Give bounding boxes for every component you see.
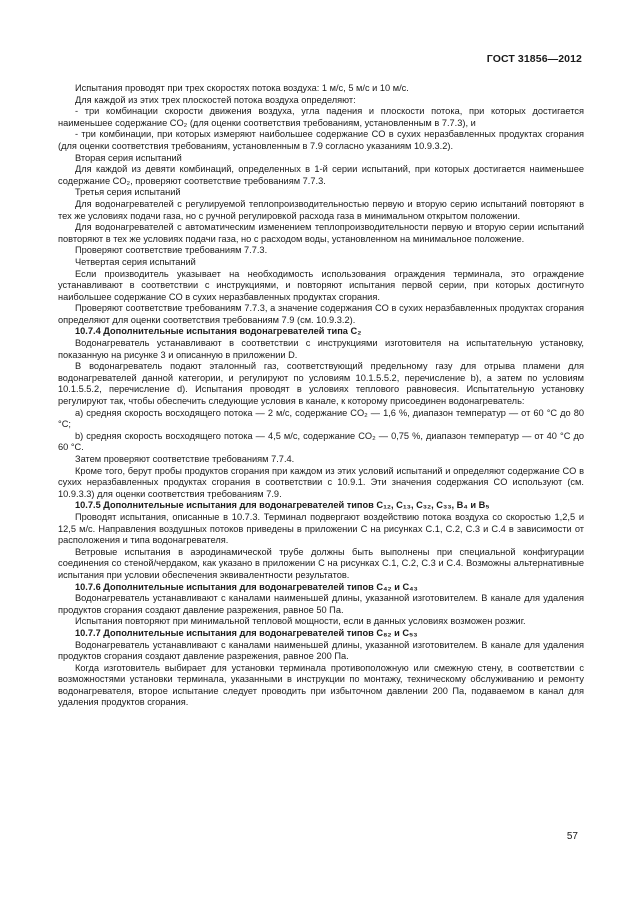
paragraph: Испытания проводят при трех скоростях потока воздуха: 1 м/с, 5 м/с и 10 м/с. [75,83,409,93]
paragraph: Затем проверяют соответствие требованиям 7.7.4. [75,454,295,464]
section-heading: 10.7.5 Дополнительные испытания для водонагревателей типов C₁₂, C₁₃, C₃₂, C₃₃, B₄ и B₅ [75,500,490,511]
paragraph: Водонагреватель устанавливают в соответствии с инструкциями изготовителя на испытательную установку, показанную на рисунке 3 и описанную в приложении D. [58,338,584,360]
paragraph: Для водонагревателей с регулируемой теплопроизводительностью первую и вторую серию испытаний повторяют в тех же условиях подачи газа, но с ручной регулировкой расхода газа в минимальном открытом положении. [58,198,584,221]
paragraph: Для водонагревателей с автоматическим изменением теплопроизводительности первую и вторую серии испытаний повторяют в тех же условиях подачи газа, но с расходом воды, установленном на минимальное положение. [58,222,584,244]
paragraph: Кроме того, берут пробы продуктов сгорания при каждом из этих условий испытаний и определяют содержание CO в сухих неразбавленных продуктах сгорания в соответствии с 10.9.1. Эти значения содержания CO используют (см. 10.9.3.3) для оценки соответствия требованиям 7.9. [58,465,584,499]
paragraph: Испытания повторяют при минимальной тепловой мощности, если в данных условиях возможен розжиг. [75,616,526,627]
paragraph: Проверяют соответствие требованиям 7.7.3. [75,245,268,256]
paragraph: a) средняя скорость восходящего потока — 2 м/с, содержание CO₂ — 1,6 %, диапазон температур — от 60 °С до 80 °С; [58,407,584,430]
paragraph: В водонагреватель подают эталонный газ, соответствующий предельному газу для отрыва пламени для водонагревателей данной категории, и регулируют по условиям 10.1.5.5.2, перечисление b), а затем по условиям 10.1.5.5.2, перечисление d). Испытания проводят в условиях теплового равновесия. Испытательную установку регулируют так, чтобы обеспечить следующие условия в канале, к которому присоединен водонагреватель: [58,361,584,407]
paragraph: Водонагреватель устанавливают с каналами наименьшей длины, указанной изготовителем. В канале для удаления продуктов сгорания создают давление разрежения, равное 50 Па. [58,593,584,615]
paragraph: Третья серия испытаний [75,187,181,198]
section-heading: 10.7.7 Дополнительные испытания для водонагревателей типов C₈₂ и C₅₃ [75,627,418,638]
section-heading: 10.7.4 Дополнительные испытания водонагревателей типа C₂ [75,326,362,337]
paragraph: - три комбинации скорости движения воздуха, угла падения и плоскости потока, при которых достигается наименьшее содержание CO₂ (для оценки соответствия требованиям, установленным в 7.7.3), и [58,106,584,128]
paragraph: Вторая серия испытаний [75,152,182,163]
paragraph: Для каждой из девяти комбинаций, определенных в 1-й серии испытаний, при которых достигается наименьшее содержание CO₂, проверяют соответствие требованиям 7.7.3. [58,164,584,186]
paragraph: Если производитель указывает на необходимость использования ограждения терминала, это ограждение устанавливают в соответствии с инструкциями, и повторяют испытания первой серии, при которых достигнуто наибольшее содержание CO в сухих неразбавленных продуктах сгорания. [58,268,584,302]
paragraph: Проверяют соответствие требованиям 7.7.3, а значение содержания CO в сухих неразбавленных продуктах сгорания определяют для оценки соответствия требованиям 7.9 (см. 10.9.3.2). [58,303,584,325]
section-heading: 10.7.6 Дополнительные испытания для водонагревателей типов C₄₂ и C₄₃ [75,581,418,592]
paragraph: - три комбинации, при которых измеряют наибольшее содержание CO в сухих неразбавленных продуктах сгорания (для оценки соответствия требованиям, установленным в 7.9 согласно указаниям 10.9.3.2). [58,129,584,151]
paragraph: b) средняя скорость восходящего потока — 4,5 м/с, содержание CO₂ — 0,75 %, диапазон температур — от 40 °С до 60 °С. [58,430,584,453]
paragraph: Ветровые испытания в аэродинамической трубе должны быть выполнены при специальной конфигурации соединения со стеной/чердаком, как указано в приложении С на рисунках С.1, С.2, С.3 и С.4. Возможны альтернативные испытания при условии обеспечения эквивалентности результатов. [58,546,584,580]
paragraph: Для каждой из этих трех плоскостей потока воздуха определяют: [75,94,356,105]
paragraph: Проводят испытания, описанные в 10.7.3. Терминал подвергают воздействию потока воздуха со скоростью 1,2,5 и 12,5 м/с. Направления воздушных потоков приведены в приложении С на рисунках С.1, С.2, С.3 и С.4 в зависимости от расположения и типа водонагревателя. [58,511,584,546]
document-body [58,83,584,709]
paragraph: Четвертая серия испытаний [75,256,196,267]
paragraph: Когда изготовитель выбирает для установки терминала противоположную или смежную стену, в соответствии с возможностями установки терминала, указанными в инструкции по монтажу, техническому обслуживанию и ремонту водонагревателя, второе испытание следует проводить при избыточном давлении 200 Па, подаваемом в канал для удаления продуктов сгорания. [58,662,584,708]
paragraph: Водонагреватель устанавливают с каналами наименьшей длины, указанной изготовителем. В канале для удаления продуктов сгорания создают давление разрежения, равное 200 Па. [58,639,584,662]
page-number: 57 [566,831,578,842]
document-header: ГОСТ 31856—2012 [486,53,582,65]
